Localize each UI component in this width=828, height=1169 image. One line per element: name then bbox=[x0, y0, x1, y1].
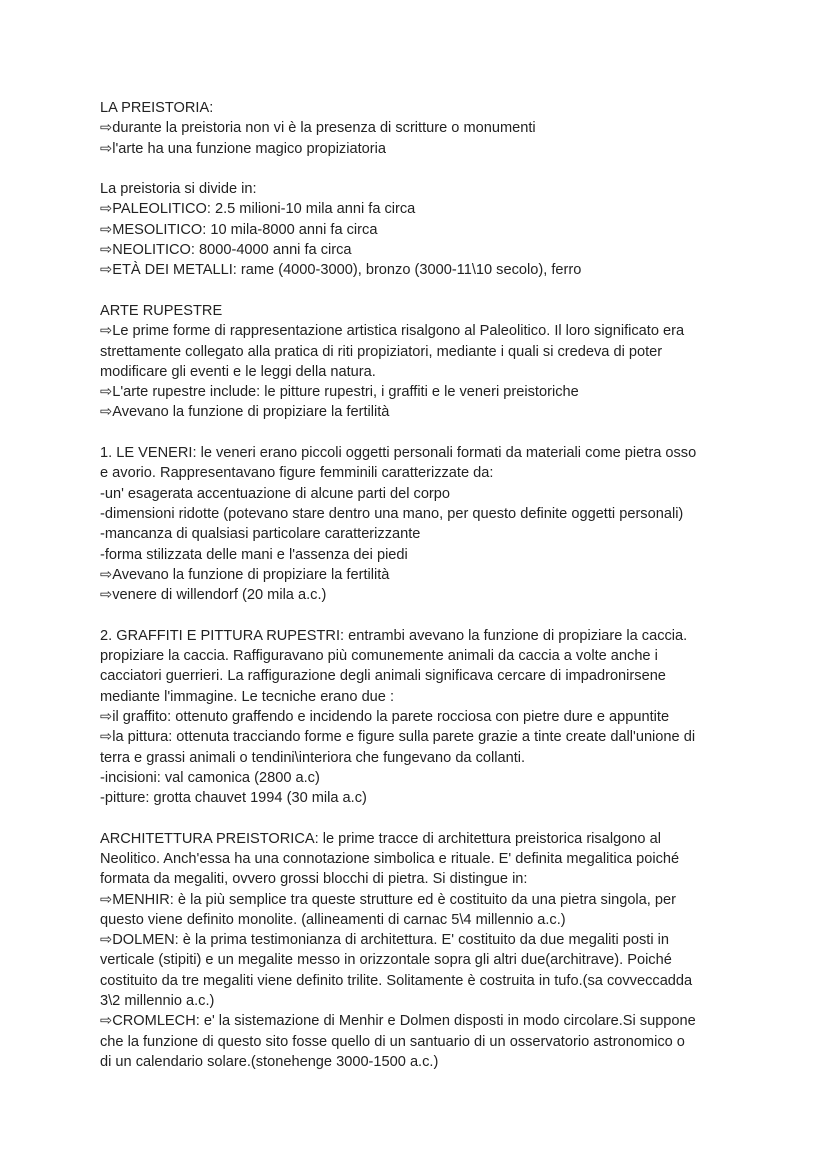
text-line: ⇨Avevano la funzione di propiziare la fertilità bbox=[100, 566, 390, 583]
text-line: di un calendario solare.(stonehenge 3000-1500 a.c.) bbox=[100, 1053, 439, 1070]
text-line: ⇨MESOLITICO: 10 mila-8000 anni fa circa bbox=[100, 221, 378, 238]
text-line: strettamente collegato alla pratica di riti propiziatori, mediante i quali si credeva di poter bbox=[100, 343, 663, 360]
text-line: -incisioni: val camonica (2800 a.c) bbox=[100, 769, 320, 786]
text-line: -dimensioni ridotte (potevano stare dentro una mano, per questo definite oggetti personali) bbox=[100, 505, 684, 522]
text-line: ⇨MENHIR: è la più semplice tra queste strutture ed è costituito da una pietra singola, per bbox=[100, 891, 676, 908]
text-line: ARCHITETTURA PREISTORICA: le prime tracce di architettura preistorica risalgono al bbox=[100, 830, 661, 847]
text-line: e avorio. Rappresentavano figure femminili caratterizzate da: bbox=[100, 465, 494, 482]
text-line: ⇨NEOLITICO: 8000-4000 anni fa circa bbox=[100, 242, 352, 259]
text-line: ⇨durante la preistoria non vi è la presenza di scritture o monumenti bbox=[100, 120, 536, 137]
text-line: La preistoria si divide in: bbox=[100, 181, 257, 198]
text-line: ⇨CROMLECH: e' la sistemazione di Menhir e Dolmen disposti in modo circolare.Si suppone bbox=[100, 1013, 696, 1030]
blank-line bbox=[100, 808, 740, 828]
blank-line bbox=[100, 281, 740, 301]
text-line: ⇨la pittura: ottenuta tracciando forme e figure sulla parete grazie a tinte create dall'unione di bbox=[100, 729, 696, 746]
text-line: ⇨l'arte ha una funzione magico propiziatoria bbox=[100, 140, 386, 157]
text-line: ARTE RUPESTRE bbox=[100, 302, 223, 319]
text-line: mediante l'immagine. Le tecniche erano due : bbox=[100, 688, 395, 705]
text-line: modificare gli eventi e le leggi della natura. bbox=[100, 363, 376, 380]
text-line: propiziare la caccia. Raffiguravano più comunemente animali da caccia a volte anche i bbox=[100, 648, 658, 665]
text-line: questo viene definito monolite. (allineamenti di carnac 5\4 millennio a.c.) bbox=[100, 911, 566, 928]
blank-line bbox=[100, 423, 740, 443]
text-line: che la funzione di questo sito fosse quello di un santuario di un osservatorio astronomico o bbox=[100, 1033, 685, 1050]
text-line: ⇨DOLMEN: è la prima testimonianza di architettura. E' costituito da due megaliti posti in bbox=[100, 932, 670, 949]
document-page bbox=[100, 98, 740, 1072]
text-line: -un' esagerata accentuazione di alcune parti del corpo bbox=[100, 485, 451, 502]
text-line: LA PREISTORIA: bbox=[100, 100, 214, 116]
text-line: costituito da tre megaliti viene definito trilite. Solitamente è costruita in tufo.(sa covveccadda bbox=[100, 972, 693, 989]
blank-line bbox=[100, 159, 740, 179]
text-line: cacciatori guerrieri. La raffigurazione degli animali significava cercare di impadronirsene bbox=[100, 668, 666, 685]
text-line: ⇨venere di willendorf (20 mila a.c.) bbox=[100, 587, 327, 604]
text-line: ⇨PALEOLITICO: 2.5 milioni-10 mila anni fa circa bbox=[100, 201, 416, 218]
text-line: 2. GRAFFITI E PITTURA RUPESTRI: entrambi avevano la funzione di propiziare la caccia. bbox=[100, 627, 688, 644]
text-line: ⇨Le prime forme di rappresentazione artistica risalgono al Paleolitico. Il loro significato era bbox=[100, 323, 685, 340]
text-line: 1. LE VENERI: le veneri erano piccoli oggetti personali formati da materiali come pietra osso bbox=[100, 445, 697, 462]
text-line: ⇨Avevano la funzione di propiziare la fertilità bbox=[100, 404, 390, 421]
text-line: terra e grassi animali o tendini\interiora che fungevano da collanti. bbox=[100, 749, 526, 766]
text-line: Neolitico. Anch'essa ha una connotazione simbolica e rituale. E' definita megalitica poiché bbox=[100, 850, 680, 867]
text-line: ⇨L'arte rupestre include: le pitture rupestri, i graffiti e le veneri preistoriche bbox=[100, 384, 579, 401]
text-line: -pitture: grotta chauvet 1994 (30 mila a.c) bbox=[100, 790, 367, 807]
text-line: 3\2 millennio a.c.) bbox=[100, 993, 215, 1010]
text-line: formata da megaliti, ovvero grossi blocchi di pietra. Si distingue in: bbox=[100, 871, 528, 888]
blank-line bbox=[100, 605, 740, 625]
text-line: verticale (stipiti) e un megalite messo in orizzontale sopra gli altri due(architrave). Poiché bbox=[100, 952, 672, 969]
text-line: -mancanza di qualsiasi particolare caratterizzante bbox=[100, 526, 421, 543]
text-line: -forma stilizzata delle mani e l'assenza dei piedi bbox=[100, 546, 408, 563]
text-line: ⇨il graffito: ottenuto graffendo e incidendo la parete rocciosa con pietre dure e appuntite bbox=[100, 708, 670, 725]
text-line: ⇨ETÀ DEI METALLI: rame (4000-3000), bronzo (3000-11\10 secolo), ferro bbox=[100, 262, 582, 279]
